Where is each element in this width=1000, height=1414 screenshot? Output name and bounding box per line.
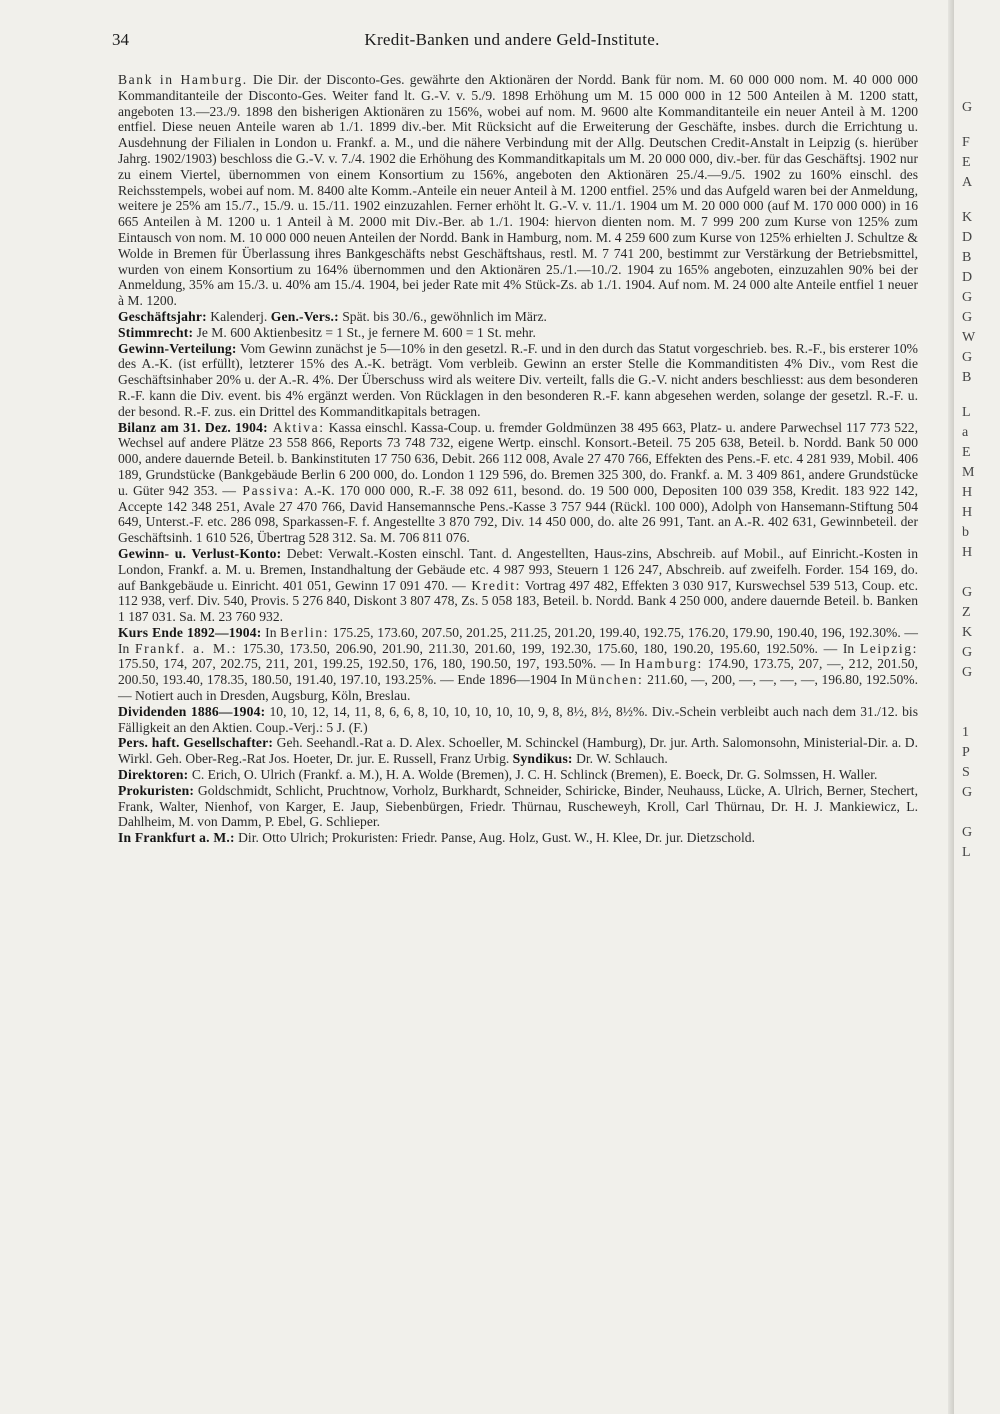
margin-letter: H	[962, 485, 973, 500]
margin-letter: G	[962, 585, 973, 600]
margin-letter: E	[962, 445, 971, 460]
margin-letter: G	[962, 785, 973, 800]
margin-letter: S	[962, 765, 970, 780]
margin-letter: G	[962, 310, 973, 325]
section-text: A.-K. 170 000 000, R.-F. 38 092 611, besond. do. 19 500 000, Depositen 100 039 358, Kredit. 183 922 142, Accepte 142 348 251, Avale 27 470 766, David Hansemannsche Pens.-Kasse 3 757 944 (Rückl. 100 000), Adolph von Hansemann-Stiftung 504 649, Unterst.-F. etc. 286 098, Sparkassen-F. f. Angestellte 3 870 792, Div. 14 450 000, do. alte 26 991, Tant. an A.-R. 402 631, Gewinnbeteil. der Geschäftsinh. 1 610 526, Übertrag 528 312. Sa. M. 706 811 076.	[118, 482, 919, 546]
margin-letter: G	[962, 350, 973, 365]
section-text: Spät. bis 30./6., gewöhnlich im März.	[338, 308, 547, 324]
section-subhead: Leipzig:	[859, 640, 918, 656]
margin-letter: W	[962, 330, 976, 345]
section-text: 175.25, 173.60, 207.50, 201.25, 211.25, 201.20, 199.40, 192.75, 176.20, 179.90, 190.40, 196, 192.30%. — In	[118, 624, 919, 656]
section-label: Stimmrecht:	[118, 324, 194, 340]
section-geschaeftsjahr	[118, 309, 918, 325]
section-label: Kurs Ende 1892—1904:	[118, 624, 262, 640]
section-text: Debet: Verwalt.-Kosten einschl. Tant. d. Angestellten, Haus-zins, Abschreib. auf Mobil., auf Einricht.-Kosten in London, Frankf. a. M. u. Bremen, Instandhaltung der Gebäude etc. 4 987 993, Steuern 1 126 247, Abschreib. auf zweifelh. Forder. 154 169, do. auf Bankgebäude u. Einricht. 401 051, Gewinn 17 091 470. —	[118, 545, 918, 593]
section-subhead: Frankf. a. M.:	[135, 640, 238, 656]
section-text: 10, 10, 12, 14, 11, 8, 6, 6, 8, 10, 10, 10, 10, 10, 9, 8, 8½, 8½, 8½%. Div.-Schein verbleibt auch nach dem 31./12. bis Fälligkeit an den Aktien. Coup.-Verj.: 5 J. (F.)	[118, 703, 918, 735]
section-gesellschafter	[118, 735, 918, 767]
section-kurs	[118, 625, 918, 704]
section-text: C. Erich, O. Ulrich (Frankf. a. M.), H. A. Wolde (Bremen), J. C. H. Schlinck (Bremen), E. Boeck, Dr. G. Solmssen, H. Waller.	[188, 767, 878, 783]
margin-letter: Z	[962, 605, 971, 620]
section-subhead: Passiva:	[236, 482, 300, 498]
intro-paragraph	[118, 72, 918, 309]
section-text: Kassa einschl. Kassa-Coup. u. fremder Goldmünzen 38 495 663, Platz- u. andere Parwechsel 117 773 522, Wechsel auf andere Plätze 23 558 866, Reports 73 748 732, eigene Wertp. einschl. Konsort.-Beteil. 75 205 638, Beteil. b. Nordd. Bank 50 000 000, andere dauernde Beteil. b. Bankinstituten 17 750 636, Debit. 266 112 008, Avale 27 470 766, Effekten des Pens.-F. etc. 4 281 939, Mobil. 406 189, Grundstücke (Bankgebäude Berlin 6 200 000, do. London 1 129 596, do. Bremen 325 300, do. Frankf. a. M. 3 409 861, andere Grundstücke u. Güter 942 353. —	[118, 419, 918, 498]
section-gewinn-verlust-konto	[118, 546, 918, 625]
margin-letter: H	[962, 505, 973, 520]
margin-letter: M	[962, 465, 975, 480]
section-text: 175.30, 173.50, 206.90, 201.90, 211.30, 201.60, 199, 192.30, 175.60, 180, 190.20, 195.60, 192.50%. — In	[237, 640, 860, 656]
running-title: Kredit-Banken und andere Geld-Institute.	[364, 30, 660, 49]
section-prokuristen	[118, 783, 918, 830]
section-text: Vom Gewinn zunächst je 5—10% in den gesetzl. R.-F. und in den durch das Statut vorgeschrieb. bes. R.-F., bis ersterer 10% des A.-K. (ist erfüllt), letzterer 15% des A.-K. beträgt. Vom verbleib. Gewinn an erster Stelle die Kommanditisten 4% Div., vom Rest die Geschäftsinhaber 20% u. der A.-R. 4%. Der Überschuss wird als weitere Div. verteilt, falls die G.-V. nicht anders beschliesst: aus dem besonderen R.-F. kann die Div. event. bis 4% ergänzt werden. Von Rücklagen in den besonderen R.-F. kann abgesehen werden, solange der gesetzl. R.-F. u. der besond. R.-F. zus. ein Drittel des Kommanditkapitals betragen.	[118, 340, 918, 419]
section-label: Bilanz am 31. Dez. 1904:	[118, 419, 268, 435]
margin-letter: D	[962, 230, 973, 245]
margin-letter: H	[962, 545, 973, 560]
section-label: Syndikus:	[512, 751, 573, 767]
section-label: Pers. haft. Gesellschafter:	[118, 735, 274, 751]
section-subhead: Aktiva:	[267, 419, 325, 435]
section-bilanz	[118, 420, 918, 546]
margin-letter: E	[962, 155, 971, 170]
facing-page-margin	[958, 80, 1000, 1380]
section-direktoren	[118, 767, 918, 783]
intro-text: Die Dir. der Disconto-Ges. gewährte den Aktionären der Nordd. Bank für nom. M. 60 000 000 nom. M. 40 000 000 Kommanditanteile der Disconto-Ges. Weiter fand lt. G.-V. v. 5./9. 1898 Erhöhung um M. 15 000 000 in 12 500 Anteilen à M. 1200 statt, angeboten 13.—23./9. 1898 den bisherigen Aktionären zu 156%, wobei auf nom. M. 9600 alte Kommanditanteile ein neuer Anteil à M. 1200 entfiel. Diese neuen Anteile waren ab 1./1. 1899 div.-ber. Mit Rücksicht auf die Erweiterung der Geschäfte, insbes. durch die Errichtung u. Ausdehnung der Filialen in London u. Frankf. a. M., und die nähere Verbindung mit der Allg. Deutschen Credit-Anstalt in Leipzig (s. hierüber Jahrg. 1902/1903) beschloss die G.-V. v. 7./4. 1902 die Erhöhung des Kommanditkapitals um M. 20 000 000, div.-ber. für das Geschäftsj. 1902 nur zu einem Viertel, übernommen von einem Konsortium zu 156%, angeboten den Aktionären 25./4.—9./5. 1902 zu 160% einschl. des Reichsstempels, wobei auf nom. M. 8400 alte Komm.-Anteile ein neuer Anteil à M. 1200 entfiel. 25% und das Aufgeld waren bei der Anmeldung, weitere je 25% am 15./7., 15./9. u. 15./11. 1902 einzuzahlen. Ferner erhöht lt. G.-V. v. 11./1. 1904 um M. 20 000 000 (auf M. 170 000 000) in 16 665 Anteilen à M. 1200 u. 1 Anteil à M. 2000 mit Div.-Ber. ab 1./1. 1904: hiervon dienten nom. M. 7 999 200 zum Kurse von 125% zum Eintausch von nom. M. 10 000 000 neuen Anteilen der Nordd. Bank in Hamburg, nom. M. 4 259 600 zum Kurse von 125% erhielten J. Schultze & Wolde in Bremen für Überlassung ihres Bankgeschäfts nebst Geschäftshaus, restl. M. 7 741 200, bestimmt zur Verstärkung der Betriebsmittel, wurden von einem Konsortium zu 164% übernommen und den Aktionären 25./1.—10./2. 1904 zu 165% angeboten, einzuzahlen 90% bei der Anmeldung, 35% am 15./3. u. 40% am 15./4. 1904, bei jeder Rate mit 4% Stück-Zs. ab 1./1. 1904. Auf nom. M. 24 000 alte Anteile entfiel 1 neuer à M. 1200.	[118, 72, 918, 309]
margin-letter: G	[962, 825, 973, 840]
intro-lead: Bank in Hamburg.	[118, 72, 248, 87]
margin-letter: G	[962, 100, 973, 115]
section-frankfurt	[118, 830, 918, 846]
section-stimmrecht	[118, 325, 918, 341]
section-subhead: Kredit:	[465, 577, 522, 593]
section-text: 174.90, 173.75, 207, —, 212, 201.50, 200.50, 193.40, 178.35, 180.50, 191.40, 197.10, 193.25%. — Ende 1896—1904 In	[118, 656, 918, 688]
section-label: Dividenden 1886—1904:	[118, 703, 266, 719]
section-text: Kalenderj.	[206, 308, 271, 324]
section-label: Geschäftsjahr:	[118, 308, 207, 324]
section-text: 211.60, —, 200, —, —, —, —, 196.80, 192.50%. — Notiert auch in Dresden, Augsburg, Köln, Breslau.	[118, 672, 918, 704]
margin-letter: L	[962, 405, 971, 420]
margin-letter: K	[962, 210, 973, 225]
section-text: Goldschmidt, Schlicht, Pruchtnow, Vorholz, Burkhardt, Schneider, Schiricke, Binder, Neuhauss, Lücke, A. Ulrich, Berner, Stechert, Frank, Walter, Nienhof, von Karger, E. Jaup, Siebenbürgen, Friedr. Thürnau, Ruscheweyh, Kroll, Carl Thürnau, Dr. H. J. Mankiewicz, L. Dahlheim, M. von Damm, P. Ebel, G. Schlieper.	[118, 782, 918, 830]
margin-letter: D	[962, 270, 973, 285]
margin-letter: F	[962, 135, 970, 150]
section-text: 175.50, 174, 207, 202.75, 211, 201, 199.25, 192.50, 176, 180, 190.50, 197, 193.50%. — In	[118, 656, 636, 672]
margin-letter: B	[962, 370, 972, 385]
section-text: Dir. Otto Ulrich; Prokuristen: Friedr. Panse, Aug. Holz, Gust. W., H. Klee, Dr. jur. Dietzschold.	[234, 830, 755, 846]
section-text: Geh. Seehandl.-Rat a. D. Alex. Schoeller, M. Schinckel (Hamburg), Dr. jur. Arth. Salomonsohn, Ministerial-Dir. a. D. Wirkl. Geh. Ober-Reg.-Rat Jos. Hoeter, Dr. jur. E. Russell, Franz Urbig.	[118, 735, 918, 767]
margin-letter: G	[962, 645, 973, 660]
section-label: Gewinn- u. Verlust-Konto:	[118, 545, 282, 561]
page-header	[112, 30, 912, 54]
margin-letter: P	[962, 745, 970, 760]
section-label: Direktoren:	[118, 767, 189, 783]
margin-letter: 1	[962, 725, 969, 740]
margin-letter: K	[962, 625, 973, 640]
section-gewinn-verteilung	[118, 341, 918, 420]
section-subhead: Berlin:	[280, 624, 330, 640]
section-dividenden	[118, 704, 918, 736]
section-text: Je M. 600 Aktienbesitz = 1 St., je fernere M. 600 = 1 St. mehr.	[193, 324, 536, 340]
page-body	[118, 72, 918, 846]
margin-letter: G	[962, 665, 973, 680]
section-subhead: München:	[575, 672, 644, 688]
margin-letter: L	[962, 845, 971, 860]
margin-letter: b	[962, 525, 969, 540]
section-subhead: Hamburg:	[635, 656, 703, 672]
page-number: 34	[112, 30, 129, 49]
section-label: Gewinn-Verteilung:	[118, 340, 237, 356]
section-label: In Frankfurt a. M.:	[118, 830, 235, 846]
section-label: Gen.-Vers.:	[270, 308, 339, 324]
section-text: In	[261, 624, 281, 640]
margin-letter: G	[962, 290, 973, 305]
margin-letter: a	[962, 425, 969, 440]
margin-letter: A	[962, 175, 973, 190]
margin-letter: B	[962, 250, 972, 265]
book-spine-shadow	[948, 0, 954, 1414]
section-label: Prokuristen:	[118, 782, 195, 798]
section-text: Vortrag 497 482, Effekten 3 030 917, Kurswechsel 539 513, Coup. etc. 112 938, verf. Div. 540, Provis. 5 276 840, Diskont 3 807 478, Zs. 5 058 183, Beteil. b. Nordd. Bank 4 250 000, andere dauernde Beteil. b. Banken 1 187 031. Sa. M. 23 760 932.	[118, 577, 918, 625]
section-text: Dr. W. Schlauch.	[572, 751, 668, 767]
